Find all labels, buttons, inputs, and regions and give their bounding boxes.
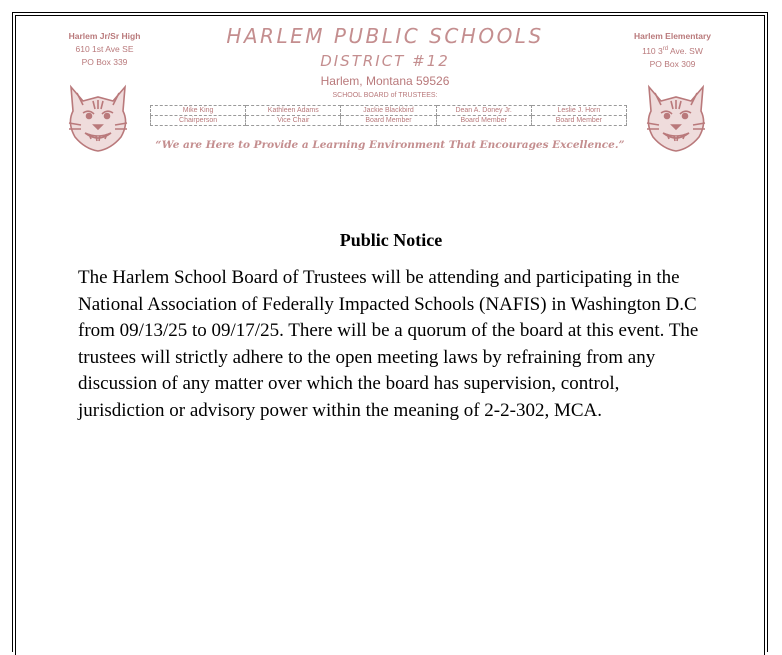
trustee-name: Mike King	[151, 106, 246, 116]
trustee-roles-row	[151, 116, 627, 126]
trustee-name: Leslie J. Horn	[531, 106, 626, 116]
right-school-po-box: PO Box 309	[649, 58, 696, 69]
left-school-name: Harlem Jr/Sr High	[68, 31, 141, 41]
trustee-role: Board Member	[531, 116, 626, 126]
notice-body: The Harlem School Board of Trustees will be attending and participating in the National Association of Federally Impacted Schools (NAFIS) in Washington D.C from 09/13/25 to 09/17/25. There will be a quorum of the board at this event. The trustees will strictly adhere to the open meeting laws by refraining from any discussion of any matter over which the board has supervision, control, jurisdiction or advisory power within the meaning of 2-2-302, MCA.	[78, 267, 699, 421]
letterhead-city: Harlem, Montana 59526	[320, 74, 450, 88]
left-school-address	[52, 30, 157, 69]
board-label: SCHOOL BOARD of TRUSTEES:	[332, 92, 438, 99]
right-school-name: Harlem Elementary	[633, 31, 711, 41]
wildcat-mascot-icon	[63, 83, 133, 153]
trustee-names-row	[151, 106, 627, 116]
left-school-street: 610 1st Ave SE	[75, 44, 134, 54]
letterhead-district: DISTRICT #12	[320, 52, 450, 70]
trustee-role: Vice Chair	[246, 116, 341, 126]
trustee-name: Jackie Blackbird	[341, 106, 436, 116]
right-school-street: 110 3rd Ave. SW	[642, 45, 703, 56]
trustee-role: Chairperson	[151, 116, 246, 126]
letterhead-tagline: “We are Here to Provide a Learning Environment That Encourages Excellence.”	[155, 139, 625, 151]
right-school-address	[620, 30, 725, 71]
left-school-po-box: PO Box 339	[81, 57, 128, 67]
trustee-name: Kathleen Adams	[246, 106, 341, 116]
trustee-role: Board Member	[341, 116, 436, 126]
trustees-table	[150, 105, 627, 126]
trustee-role: Board Member	[436, 116, 531, 126]
letterhead-title: HARLEM PUBLIC SCHOOLS	[226, 24, 544, 48]
trustee-name: Dean A. Doney Jr.	[436, 106, 531, 116]
wildcat-mascot-icon	[641, 83, 711, 153]
notice-title: Public Notice	[339, 230, 443, 250]
